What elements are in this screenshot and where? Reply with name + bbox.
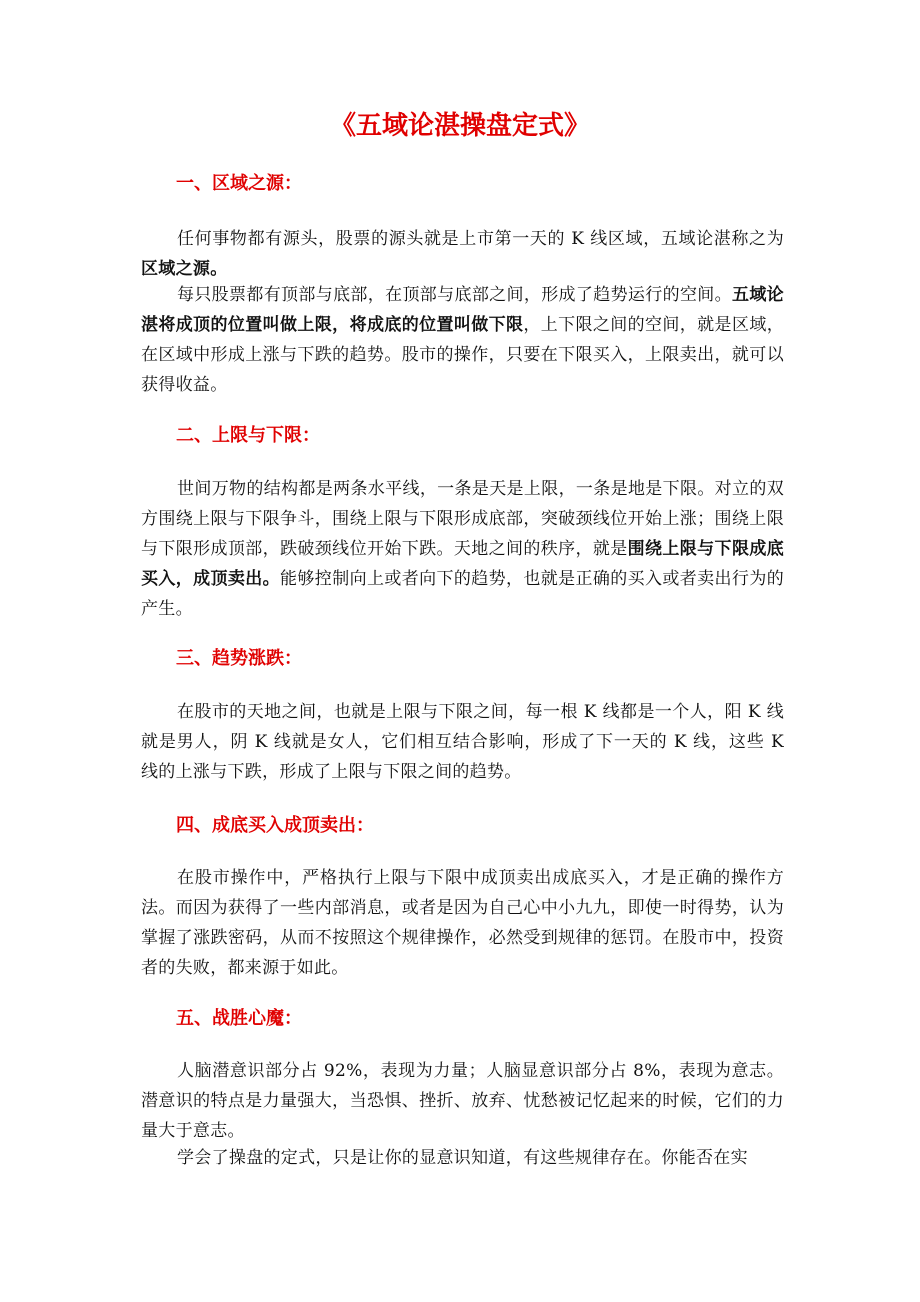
bold-text-run: 围绕上限与下限成底买入，成顶卖出。	[141, 539, 784, 589]
section-heading-4: 四、成底买入成顶卖出：	[176, 815, 374, 836]
section-4-paragraph-1	[141, 863, 784, 983]
document-title: 《五域论湛操盘定式》	[329, 111, 590, 141]
text-run: 能够控制向上或者向下的趋势，也就是正确的买入或者卖出行为的产生。	[141, 569, 784, 619]
section-5-paragraph-2	[141, 1143, 784, 1173]
bold-text-run: 区域之源。	[141, 259, 228, 279]
text-run: 世间万物的结构都是两条水平线，一条是天是上限，一条是地是下限。对立的双方围绕上限与下限争斗，围绕上限与下限形成底部，突破颈线位开始上涨；围绕上限与下限形成顶部，跌破颈线位开始下跌。天地之间的秩序，就是	[141, 479, 784, 559]
bold-text-run: 五域论湛将成顶的位置叫做上限，将成底的位置叫做下限	[141, 285, 784, 335]
section-heading-3: 三、趋势涨跌：	[176, 648, 302, 669]
section-5-paragraph-1	[141, 1056, 784, 1146]
section-1-paragraph-1	[141, 224, 784, 284]
text-run: 任何事物都有源头，股票的源头就是上市第一天的 K 线区域，五域论湛称之为	[177, 229, 784, 249]
section-heading-5: 五、战胜心魔：	[176, 1008, 302, 1029]
section-1-paragraph-2	[141, 280, 784, 400]
text-run: 人脑潜意识部分占 92%，表现为力量；人脑显意识部分占 8%，表现为意志。潜意识的特点是力量强大，当恐惧、挫折、放弃、忧愁被记忆起来的时候，它们的力量大于意志。	[141, 1061, 784, 1141]
text-run: 在股市操作中，严格执行上限与下限中成顶卖出成底买入，才是正确的操作方法。而因为获得了一些内部消息，或者是因为自己心中小九九，即使一时得势，认为掌握了涨跌密码，从而不按照这个规律操作，必然受到规律的惩罚。在股市中，投资者的失败，都来源于如此。	[141, 868, 784, 978]
section-2-paragraph-1	[141, 474, 784, 624]
text-run: 每只股票都有顶部与底部，在顶部与底部之间，形成了趋势运行的空间。	[177, 285, 732, 305]
section-heading-1: 一、区域之源：	[176, 173, 302, 194]
section-heading-2: 二、上限与下限：	[176, 425, 320, 446]
text-run: 学会了操盘的定式，只是让你的显意识知道，有这些规律存在。你能否在实	[177, 1148, 748, 1168]
text-run: ，上下限之间的空间，就是区域，在区域中形成上涨与下跌的趋势。股市的操作，只要在下限买入，上限卖出，就可以获得收益。	[141, 315, 784, 395]
text-run: 在股市的天地之间，也就是上限与下限之间，每一根 K 线都是一个人，阳 K 线就是男人，阴 K 线就是女人，它们相互结合影响，形成了下一天的 K 线，这些 K 线的上涨与下跌，形成了上限与下限之间的趋势。	[141, 702, 784, 782]
section-3-paragraph-1	[141, 697, 784, 787]
